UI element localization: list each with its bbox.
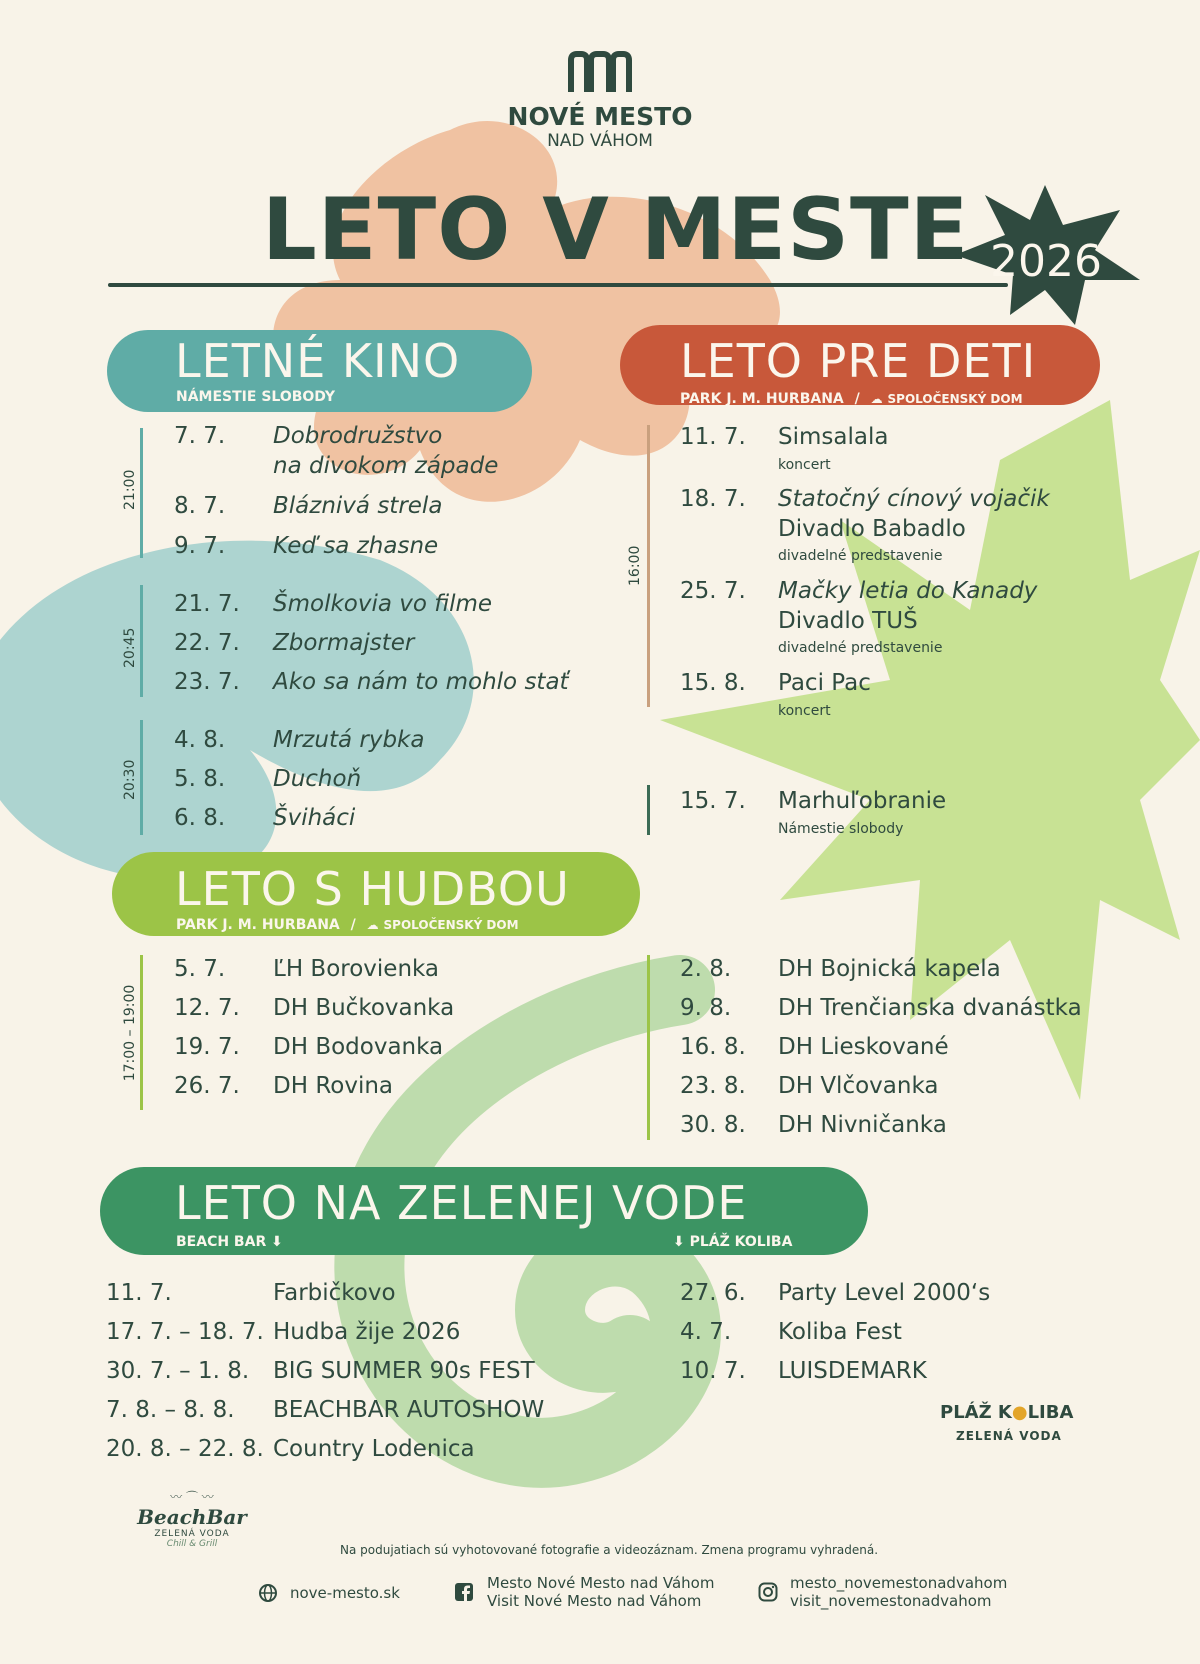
hudba-subtitle-park: PARK J. M. HURBANA bbox=[176, 917, 340, 933]
sun-icon: ● bbox=[1011, 1402, 1028, 1423]
kino-time-1: 21:00 bbox=[122, 469, 138, 510]
kino-time-line-3 bbox=[140, 720, 143, 835]
event-date: 26. 7. bbox=[174, 1073, 240, 1099]
beachbar-name: BeachBar bbox=[137, 1505, 247, 1529]
event-name: Hudba žije 2026 bbox=[273, 1319, 461, 1345]
event-date: 23. 7. bbox=[174, 669, 240, 695]
event-date: 30. 8. bbox=[680, 1112, 746, 1138]
event-date: 25. 7. bbox=[680, 578, 746, 604]
hudba-subtitle-sep: / bbox=[350, 917, 356, 933]
event-date: 11. 7. bbox=[106, 1280, 172, 1306]
event-name: DH Bodovanka bbox=[273, 1034, 444, 1060]
seagull-icon: 〰 ⌒ 〰 bbox=[170, 1490, 214, 1504]
event-name: Šviháci bbox=[273, 805, 356, 831]
event-name: DH Bučkovanka bbox=[273, 995, 455, 1021]
kino-time-line-1 bbox=[140, 428, 143, 558]
beachbar-sub: ZELENÁ VODA bbox=[154, 1529, 230, 1539]
deti-subtitle-house: SPOLOČENSKÝ DOM bbox=[887, 392, 1023, 406]
event-date: 17. 7. – 18. 7. bbox=[106, 1319, 264, 1345]
event-date: 7. 8. – 8. 8. bbox=[106, 1397, 235, 1423]
event-date: 12. 7. bbox=[174, 995, 240, 1021]
event-name: DH Trenčianska dvanástka bbox=[778, 995, 1082, 1021]
event-date: 9. 8. bbox=[680, 995, 732, 1021]
event-date: 4. 7. bbox=[680, 1319, 732, 1345]
event-date: 18. 7. bbox=[680, 486, 746, 512]
facebook-link-1[interactable]: Mesto Nové Mesto nad Váhom bbox=[487, 1574, 715, 1592]
website-link[interactable]: nove-mesto.sk bbox=[290, 1584, 400, 1602]
voda-sub-right: ⬇ PLÁŽ KOLIBA bbox=[673, 1234, 793, 1250]
kino-time-line-2 bbox=[140, 585, 143, 697]
event-name: DH Lieskované bbox=[778, 1034, 949, 1060]
event-date: 23. 8. bbox=[680, 1073, 746, 1099]
event-name: Paci Pac bbox=[778, 670, 871, 696]
event-date: 20. 8. – 22. 8. bbox=[106, 1436, 264, 1462]
event-name: BIG SUMMER 90s FEST bbox=[273, 1358, 535, 1384]
beachbar-logo bbox=[112, 1488, 272, 1564]
event-date: 7. 7. bbox=[174, 423, 226, 449]
event-name: Party Level 2000‘s bbox=[778, 1280, 991, 1306]
instagram-link-1[interactable]: mesto_novemestonadvahom bbox=[790, 1574, 1008, 1592]
event-date: 15. 7. bbox=[680, 788, 746, 814]
event-date: 22. 7. bbox=[174, 630, 240, 656]
title-underline bbox=[108, 283, 1008, 287]
kino-subtitle: NÁMESTIE SLOBODY bbox=[176, 389, 336, 405]
event-date: 16. 8. bbox=[680, 1034, 746, 1060]
hudba-time: 17:00 – 19:00 bbox=[122, 984, 138, 1082]
koliba-name-b: LIBA bbox=[1027, 1402, 1074, 1423]
beachbar-tag: Chill & Grill bbox=[166, 1539, 218, 1549]
event-name: Koliba Fest bbox=[778, 1319, 902, 1345]
town-name: NOVÉ MESTO bbox=[507, 102, 693, 131]
instagram-icon bbox=[758, 1582, 778, 1602]
event-name: Keď sa zhasne bbox=[273, 533, 439, 559]
event-note: Námestie slobody bbox=[778, 821, 904, 837]
event-name: DH Vlčovanka bbox=[778, 1073, 939, 1099]
event-date: 19. 7. bbox=[174, 1034, 240, 1060]
deti-subtitle-sep: / bbox=[854, 391, 860, 407]
facebook-icon bbox=[455, 1583, 473, 1601]
event-date: 21. 7. bbox=[174, 591, 240, 617]
event-date: 11. 7. bbox=[680, 424, 746, 450]
hudba-title: LETO S HUDBOU bbox=[175, 862, 570, 916]
disclaimer: Na podujatiach sú vyhotovované fotografie a videozáznam. Zmena programu vyhradená. bbox=[340, 1543, 879, 1557]
event-date: 5. 8. bbox=[174, 766, 226, 792]
event-name: Dobrodružstvo bbox=[273, 423, 443, 449]
deti-subtitle-park: PARK J. M. HURBANA bbox=[680, 391, 844, 407]
event-name-line2: na divokom západe bbox=[273, 453, 499, 479]
event-name: Simsalala bbox=[778, 424, 889, 450]
event-name: Farbičkovo bbox=[273, 1280, 396, 1306]
event-name: Country Lodenica bbox=[273, 1436, 475, 1462]
event-date: 10. 7. bbox=[680, 1358, 746, 1384]
event-date: 27. 6. bbox=[680, 1280, 746, 1306]
rain-cloud-icon: ☁ bbox=[366, 918, 379, 932]
event-name: Mrzutá rybka bbox=[273, 727, 425, 753]
koliba-sub: ZELENÁ VODA bbox=[956, 1429, 1062, 1443]
event-name: Šmolkovia vo filme bbox=[273, 591, 493, 617]
koliba-name-a: PLÁŽ K bbox=[940, 1402, 1012, 1423]
event-date: 2. 8. bbox=[680, 956, 732, 982]
event-name: ĽH Borovienka bbox=[273, 956, 440, 982]
deti-time: 16:00 bbox=[627, 545, 643, 586]
event-name: Statočný cínový vojačik bbox=[778, 486, 1050, 512]
event-name: Marhuľobranie bbox=[778, 788, 947, 814]
event-date: 30. 7. – 1. 8. bbox=[106, 1358, 250, 1384]
deti-subtitle bbox=[680, 391, 1023, 407]
event-name: Mačky letia do Kanady bbox=[778, 578, 1038, 604]
event-performer: Divadlo TUŠ bbox=[778, 608, 918, 634]
kino-time-3: 20:30 bbox=[122, 759, 138, 800]
rain-cloud-icon: ☁ bbox=[870, 392, 883, 406]
page-title: LETO V MESTE bbox=[262, 180, 970, 280]
event-date: 4. 8. bbox=[174, 727, 226, 753]
event-name: DH Nivničanka bbox=[778, 1112, 947, 1138]
event-name: Bláznivá strela bbox=[273, 493, 443, 519]
event-name: DH Bojnická kapela bbox=[778, 956, 1001, 982]
event-date: 5. 7. bbox=[174, 956, 226, 982]
event-note: divadelné predstavenie bbox=[778, 548, 943, 564]
hudba-subtitle-house: SPOLOČENSKÝ DOM bbox=[383, 918, 519, 932]
event-performer: Divadlo Babadlo bbox=[778, 516, 966, 542]
instagram-link-2[interactable]: visit_novemestonadvahom bbox=[790, 1592, 992, 1610]
town-logo-icon bbox=[567, 50, 633, 94]
event-note: koncert bbox=[778, 703, 831, 719]
hudba-time-line bbox=[140, 955, 143, 1110]
deti-title: LETO PRE DETI bbox=[680, 334, 1037, 388]
event-name: DH Rovina bbox=[273, 1073, 394, 1099]
year-badge: 2026 bbox=[990, 236, 1102, 287]
event-note: divadelné predstavenie bbox=[778, 640, 943, 656]
hudba-subtitle bbox=[176, 917, 519, 933]
event-note: koncert bbox=[778, 457, 831, 473]
globe-icon bbox=[258, 1583, 278, 1603]
teal-blob-decoration bbox=[0, 520, 493, 890]
deti-time-line bbox=[647, 425, 650, 707]
town-name-sub: NAD VÁHOM bbox=[547, 131, 653, 151]
event-name: Duchoň bbox=[273, 766, 362, 792]
deti-extra-line bbox=[647, 785, 650, 835]
event-date: 8. 7. bbox=[174, 493, 226, 519]
event-date: 6. 8. bbox=[174, 805, 226, 831]
kino-title: LETNÉ KINO bbox=[175, 334, 461, 388]
event-date: 15. 8. bbox=[680, 670, 746, 696]
facebook-link-2[interactable]: Visit Nové Mesto nad Váhom bbox=[487, 1592, 702, 1610]
kino-time-2: 20:45 bbox=[122, 627, 138, 668]
event-name: Zbormajster bbox=[273, 630, 415, 656]
event-name: Ako sa nám to mohlo stať bbox=[273, 669, 569, 695]
event-name: BEACHBAR AUTOSHOW bbox=[273, 1397, 545, 1423]
event-name: LUISDEMARK bbox=[778, 1358, 927, 1384]
plaz-koliba-logo bbox=[940, 1402, 1073, 1423]
hudba-right-line bbox=[647, 955, 650, 1140]
voda-sub-left: BEACH BAR ⬇ bbox=[176, 1234, 283, 1250]
event-date: 9. 7. bbox=[174, 533, 226, 559]
voda-title: LETO NA ZELENEJ VODE bbox=[175, 1176, 748, 1230]
